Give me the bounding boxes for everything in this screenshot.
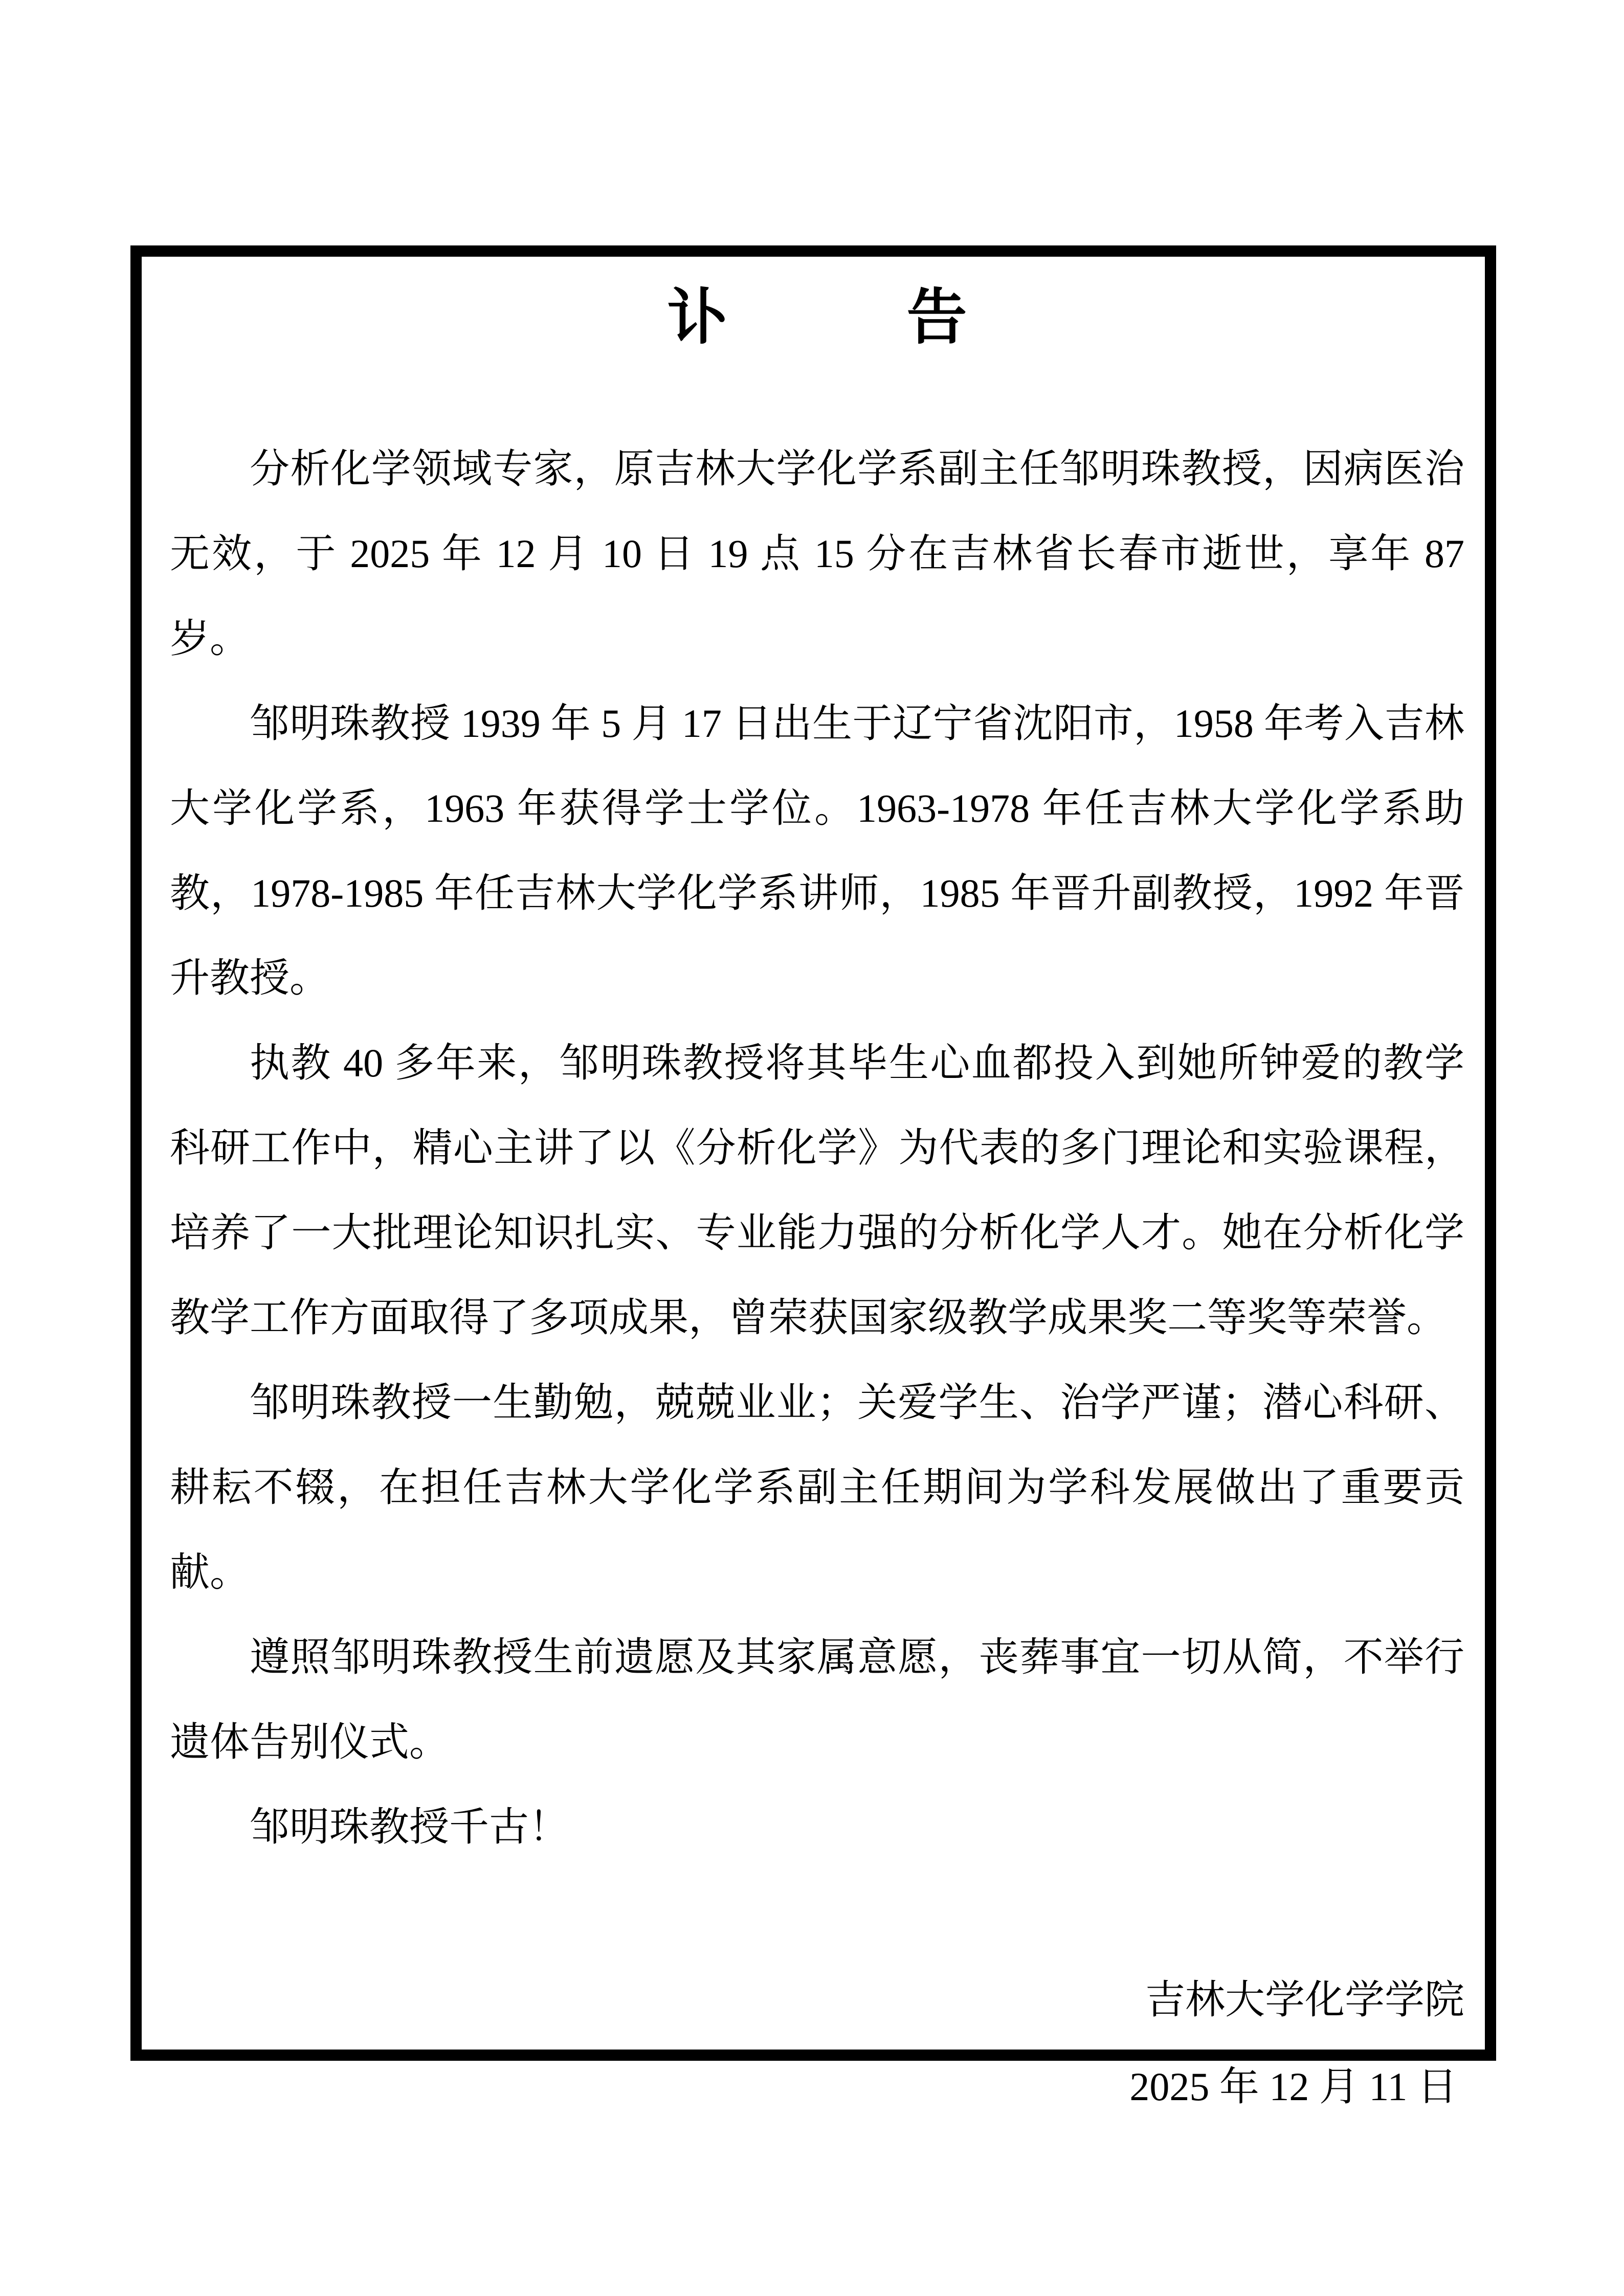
paragraph-6: 邹明珠教授千古！: [250, 1805, 569, 1849]
paragraph-4: 邹明珠教授一生勤勉，兢兢业业；关爱学生、治学严谨；潜心科研、耕耘不辍，在担任吉林大学化学系副主任期间为学科发展做出了重要贡献。: [170, 1380, 1464, 1594]
signature-line: 吉林大学化学学院: [1145, 1977, 1464, 2022]
paragraph-3: 执教 40 多年来，邹明珠教授将其毕生心血都投入到她所钟爱的教学科研工作中，精心主讲了以《分析化学》为代表的多门理论和实验课程，培养了一大批理论知识扎实、专业能力强的分析化学人才。她在分析化学教学工作方面取得了多项成果，曾荣获国家级教学成果奖二等奖等荣誉。: [170, 1041, 1464, 1340]
notice-title: [170, 277, 1464, 358]
title-char-2: 告: [906, 284, 967, 351]
paragraph-2: 邹明珠教授 1939 年 5 月 17 日出生于辽宁省沈阳市，1958 年考入吉林大学化学系，1963 年获得学士学位。1963-1978 年任吉林大学化学系助教，1978-1985 年任吉林大学化学系讲师，1985 年晋升副教授，1992 年晋升教授。: [170, 701, 1464, 1000]
notice-body: [170, 426, 1464, 1870]
notice-frame: [130, 245, 1496, 2109]
date-line: 2025 年 12 月 11 日: [1129, 2064, 1457, 2109]
paragraph-1: 分析化学领域专家，原吉林大学化学系副主任邹明珠教授，因病医治无效，于 2025 年 12 月 10 日 19 点 15 分在吉林省长春市逝世，享年 87 岁。: [170, 446, 1464, 661]
notice-content: [142, 277, 1485, 2130]
paragraph-5: 遵照邹明珠教授生前遗愿及其家属意愿，丧葬事宜一切从简，不举行遗体告别仪式。: [170, 1635, 1464, 1764]
title-char-1: 讣: [667, 284, 728, 351]
